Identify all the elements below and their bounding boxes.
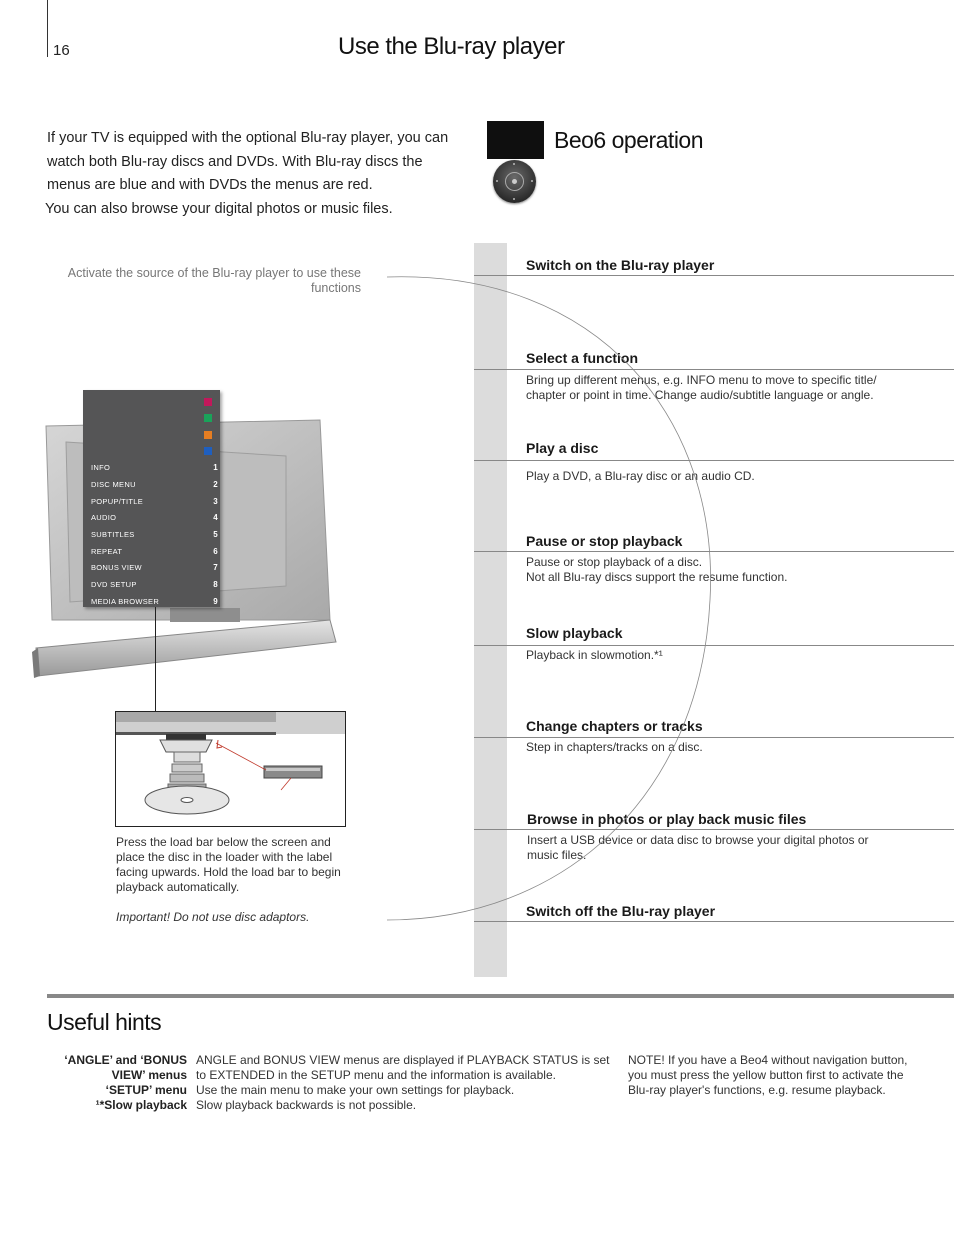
page-number: 16 [53, 42, 70, 59]
beo6-display-icon [487, 121, 544, 159]
section-description: Bring up different menus, e.g. INFO menu to move to specific title/ chapter or point in time. Change audio/subtitle language or angle. [526, 373, 877, 402]
hint-label-angle-line2: VIEW’ menus [111, 1068, 187, 1082]
section-description: Step in chapters/tracks on a disc. [526, 740, 703, 754]
hint-note-before: NOTE! If you have a Beo4 without navigation button, you must press the [628, 1053, 908, 1082]
hint-text-slow: Slow playback backwards is not possible. [196, 1098, 417, 1112]
section-heading: Switch on the Blu-ray player [526, 257, 715, 273]
osd-menu-item: POPUP/TITLE 3 [91, 497, 218, 506]
activate-caption: Activate the source of the Blu-ray player to use these functions [67, 266, 361, 295]
section-heading: Select a function [526, 350, 639, 366]
leader-line [155, 607, 156, 711]
section-description: Insert a USB device or data disc to browse your digital photos or music files. [527, 833, 869, 862]
disc-loader-drawing [116, 712, 345, 826]
loader-important: Important! Do not use disc adaptors. [116, 910, 310, 924]
section-rule [474, 829, 954, 830]
section-description: Playback in slowmotion.*¹ [526, 648, 663, 662]
hints-rule [47, 994, 954, 998]
section-rule [474, 921, 954, 922]
section-rule [474, 275, 954, 276]
hint-text-setup: Use the main menu to make your own settings for playback. [196, 1083, 515, 1097]
red-swatch [204, 398, 212, 406]
osd-menu-item: INFO 1 [91, 463, 218, 472]
osd-menu [83, 390, 220, 607]
hint-label-slow: ¹*Slow playback [95, 1098, 187, 1112]
hint-labels [47, 1053, 187, 1113]
osd-menu-item: DVD SETUP 8 [91, 580, 218, 589]
intro-second: You can also browse your digital photos or music files. [45, 200, 393, 217]
section-heading: Change chapters or tracks [526, 718, 703, 734]
hint-note [628, 1053, 908, 1098]
page-title: Use the Blu-ray player [338, 33, 565, 60]
section-rule [474, 369, 954, 370]
hint-note-after: button first to activate the Blu-ray player's functions, e.g. resume playback. [628, 1068, 904, 1097]
page-margin-line [47, 0, 48, 57]
section-description-2: Not all Blu-ray discs support the resume function. [526, 570, 788, 584]
osd-menu-item: REPEAT 6 [91, 547, 218, 556]
beo6-title: Beo6 operation [554, 127, 704, 153]
section-rule [474, 551, 954, 552]
section-heading: Slow playback [526, 625, 623, 641]
section-heading: Switch off the Blu-ray player [526, 903, 716, 919]
osd-menu-item: MEDIA BROWSER 9 [91, 597, 218, 606]
section-description: Pause or stop playback of a disc. [526, 555, 703, 569]
section-description: Play a DVD, a Blu-ray disc or an audio CD. [526, 469, 755, 483]
loader-instructions: Press the load bar below the screen and place the disc in the loader with the label facing upwards. Hold the load bar to begin playback automatically. [116, 835, 341, 894]
osd-menu-item: AUDIO 4 [91, 513, 218, 522]
intro-text [47, 127, 457, 221]
disc-loader-illustration [115, 711, 346, 827]
hint-label-setup: ‘SETUP’ menu [105, 1083, 187, 1097]
hint-note-yellow: yellow [732, 1068, 767, 1082]
hint-label-angle-line1: ‘ANGLE’ and ‘BONUS [64, 1053, 187, 1067]
orange-swatch [204, 431, 212, 439]
hint-text-angle: ANGLE and BONUS VIEW menus are displayed if PLAYBACK STATUS is set to EXTENDED in the SETUP menu and the information is available. [196, 1053, 610, 1082]
section-heading: Browse in photos or play back music files [527, 811, 807, 827]
hint-texts [196, 1053, 616, 1113]
section-rule [474, 460, 954, 461]
section-heading: Play a disc [526, 440, 599, 456]
hints-title: Useful hints [47, 1009, 162, 1035]
green-swatch [204, 414, 212, 422]
grey-strip [474, 243, 507, 977]
osd-menu-item: SUBTITLES 5 [91, 530, 218, 539]
section-heading: Pause or stop playback [526, 533, 683, 549]
osd-menu-item: BONUS VIEW 7 [91, 563, 218, 572]
beo6-wheel-icon [493, 160, 536, 203]
osd-menu-item: DISC MENU 2 [91, 480, 218, 489]
intro-paragraph: If your TV is equipped with the optional Blu-ray player, you can watch both Blu-ray discs and DVDs. With Blu-ray discs the menus are blue and with DVDs the menus are red. [47, 130, 449, 193]
section-rule [474, 645, 954, 646]
section-rule [474, 737, 954, 738]
blue-swatch [204, 447, 212, 455]
